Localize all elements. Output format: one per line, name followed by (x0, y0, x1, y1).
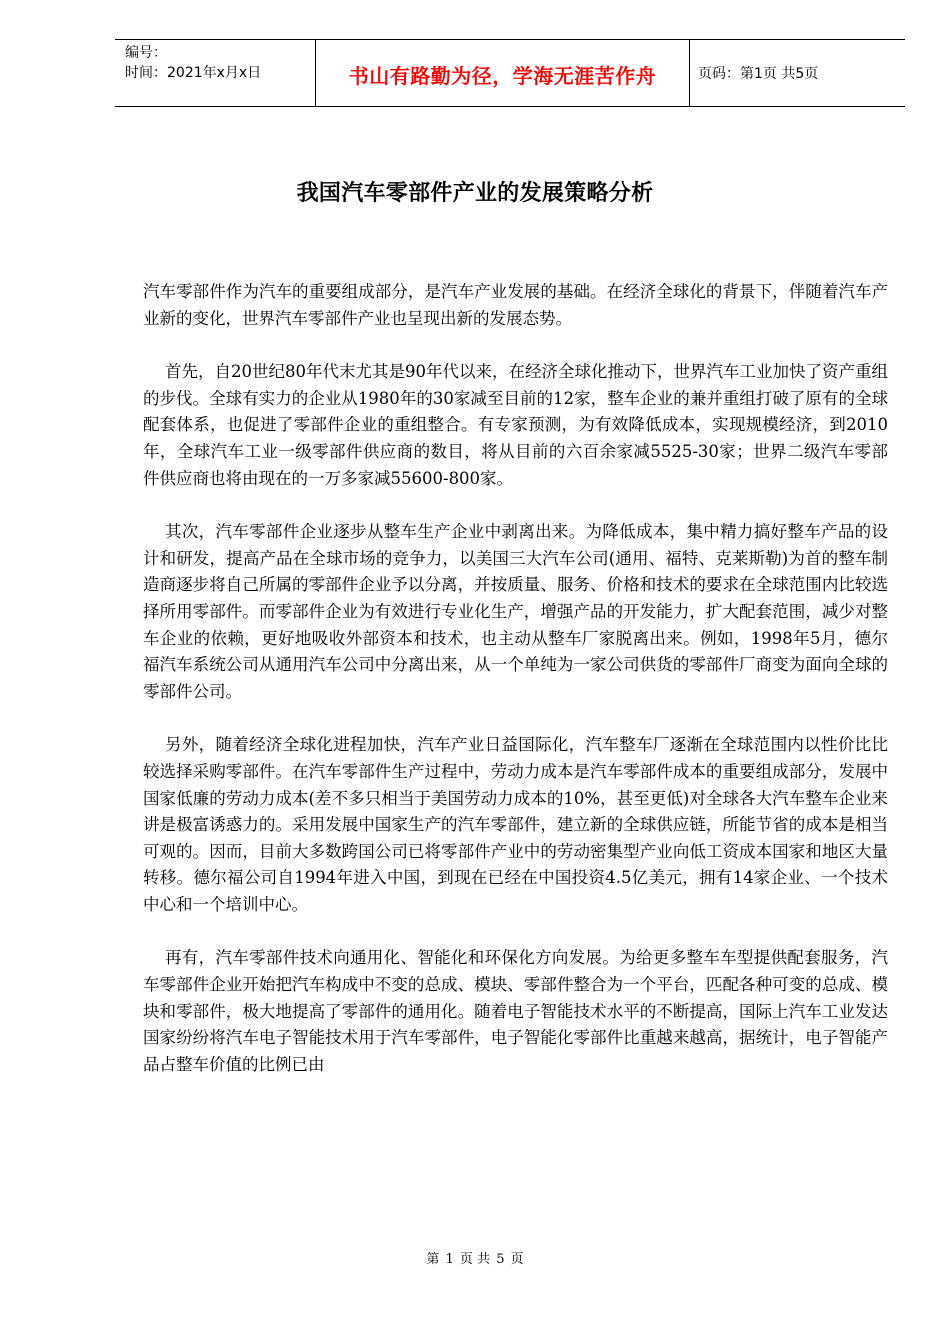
footer-suffix: 页 (510, 1252, 524, 1267)
header-motto: 书山有路勤为径，学海无涯苦作舟 (315, 40, 690, 106)
header-page-info: 页码：第1页 共5页 (698, 66, 819, 82)
paragraph: 首先，自20世纪80年代末尤其是90年代以来，在经济全球化推动下，世界汽车工业加快了资产重组的步伐。全球有实力的企业从1980年的30家减至目前的12家，整车企业的兼并重组打破了原有的全球配套体系，也促进了零部件企业的重组整合。有专家预测，为有效降低成本，实现规模经济，到2010年，全球汽车工业一级零部件供应商的数目，将从目前的六百余家减5525-30家；世界二级汽车零部件供应商也将由现在的一万多家减55600-800家。 (143, 362, 888, 488)
footer-middle: 页 共 (459, 1252, 491, 1267)
document-number-label: 编号： (125, 45, 167, 61)
footer-prefix: 第 (426, 1252, 440, 1267)
document-body (143, 279, 888, 1105)
page-footer (0, 1248, 950, 1267)
paragraph: 汽车零部件作为汽车的重要组成部分，是汽车产业发展的基础。在经济全球化的背景下，伴随着汽车产业新的变化，世界汽车零部件产业也呈现出新的发展态势。 (143, 282, 888, 328)
footer-total-pages: 5 (496, 1252, 505, 1267)
document-time-label: 时间：2021年x月x日 (125, 65, 262, 81)
paragraph: 其次，汽车零部件企业逐步从整车生产企业中剥离出来。为降低成本，集中精力搞好整车产品的设计和研发，提高产品在全球市场的竞争力，以美国三大汽车公司(通用、福特、克莱斯勒)为首的整车制造商逐步将自己所属的零部件企业予以分离，并按质量、服务、价格和技术的要求在全球范围内比较选择所用零部件。而零部件企业为有效进行专业化生产，增强产品的开发能力，扩大配套范围，减少对整车企业的依赖，更好地吸收外部资本和技术，也主动从整车厂家脱离出来。例如，1998年5月，德尔福汽车系统公司从通用汽车公司中分离出来，从一个单纯为一家公司供货的零部件厂商变为面向全球的零部件公司。 (143, 522, 888, 701)
footer-page-number: 1 (445, 1252, 454, 1267)
page-header (115, 39, 905, 107)
paragraph: 另外，随着经济全球化进程加快，汽车产业日益国际化，汽车整车厂逐渐在全球范围内以性价比比较选择采购零部件。在汽车零部件生产过程中，劳动力成本是汽车零部件成本的重要组成部分，发展中国家低廉的劳动力成本(差不多只相当于美国劳动力成本的10%，甚至更低)对全球各大汽车整车企业来讲是极富诱惑力的。采用发展中国家生产的汽车零部件，建立新的全球供应链，所能节省的成本是相当可观的。因而，目前大多数跨国公司已将零部件产业中的劳动密集型产业向低工资成本国家和地区大量转移。德尔福公司自1994年进入中国，到现在已经在中国投资4.5亿美元，拥有14家企业、一个技术中心和一个培训中心。 (143, 735, 888, 914)
document-title: 我国汽车零部件产业的发展策略分析 (296, 181, 654, 206)
paragraph: 再有，汽车零部件技术向通用化、智能化和环保化方向发展。为给更多整车车型提供配套服务，汽车零部件企业开始把汽车构成中不变的总成、模块、零部件整合为一个平台，匹配各种可变的总成、模块和零部件，极大地提高了零部件的通用化。随着电子智能技术水平的不断提高，国际上汽车工业发达国家纷纷将汽车电子智能技术用于汽车零部件，电子智能化零部件比重越来越高，据统计，电子智能产品占整车价值的比例已由 (143, 948, 888, 1074)
header-meta (115, 40, 315, 106)
